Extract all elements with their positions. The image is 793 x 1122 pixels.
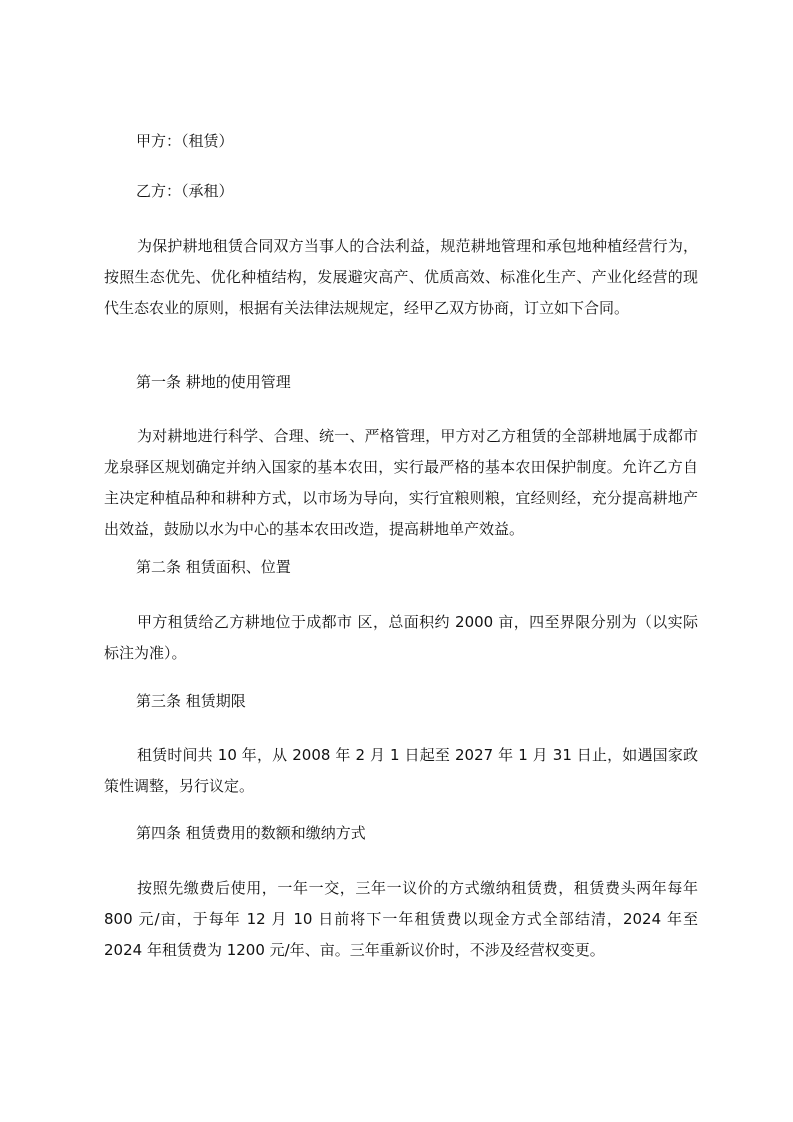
- article-3-body: 租赁时间共 10 年，从 2008 年 2 月 1 日起至 2027 年 1 月 31 日止，如遇国家政策性调整，另行议定。: [104, 746, 698, 795]
- article-2-body: 甲方租赁给乙方耕地位于成都市 区，总面积约 2000 亩，四至界限分别为（以实际标注为准）。: [104, 613, 698, 662]
- article-1-body: 为对耕地进行科学、合理、统一、严格管理，甲方对乙方租赁的全部耕地属于成都市龙泉驿区规划确定并纳入国家的基本农田，实行最严格的基本农田保护制度。允许乙方自主决定种植品种和耕种方式，以市场为导向，实行宜粮则粮，宜经则经，充分提高耕地产出效益，鼓励以水为中心的基本农田改造，提高耕地单产效益。: [104, 427, 698, 538]
- article-3-heading: 第三条 租赁期限: [136, 692, 246, 710]
- article-4-body: 按照先缴费后使用，一年一交，三年一议价的方式缴纳租赁费，租赁费头两年每年 800 元/亩，于每年 12 月 10 日前将下一年租赁费以现金方式全部结清，2024 年至 2024 年租赁费为 1200 元/年、亩。三年重新议价时，不涉及经营权变更。: [104, 879, 698, 959]
- party-a-line: 甲方：（租赁）: [136, 132, 234, 150]
- preamble-paragraph: 为保护耕地租赁合同双方当事人的合法利益，规范耕地管理和承包地种植经营行为，按照生态优先、优化种植结构，发展避灾高产、优质高效、标准化生产、产业化经营的现代生态农业的原则，根据有关法律法规规定，经甲乙双方协商，订立如下合同。: [104, 237, 698, 317]
- party-b-line: 乙方：（承租）: [136, 182, 234, 200]
- article-1-heading: 第一条 耕地的使用管理: [136, 373, 291, 391]
- article-4-heading: 第四条 租赁费用的数额和缴纳方式: [136, 824, 366, 842]
- article-2-heading: 第二条 租赁面积、位置: [136, 558, 291, 576]
